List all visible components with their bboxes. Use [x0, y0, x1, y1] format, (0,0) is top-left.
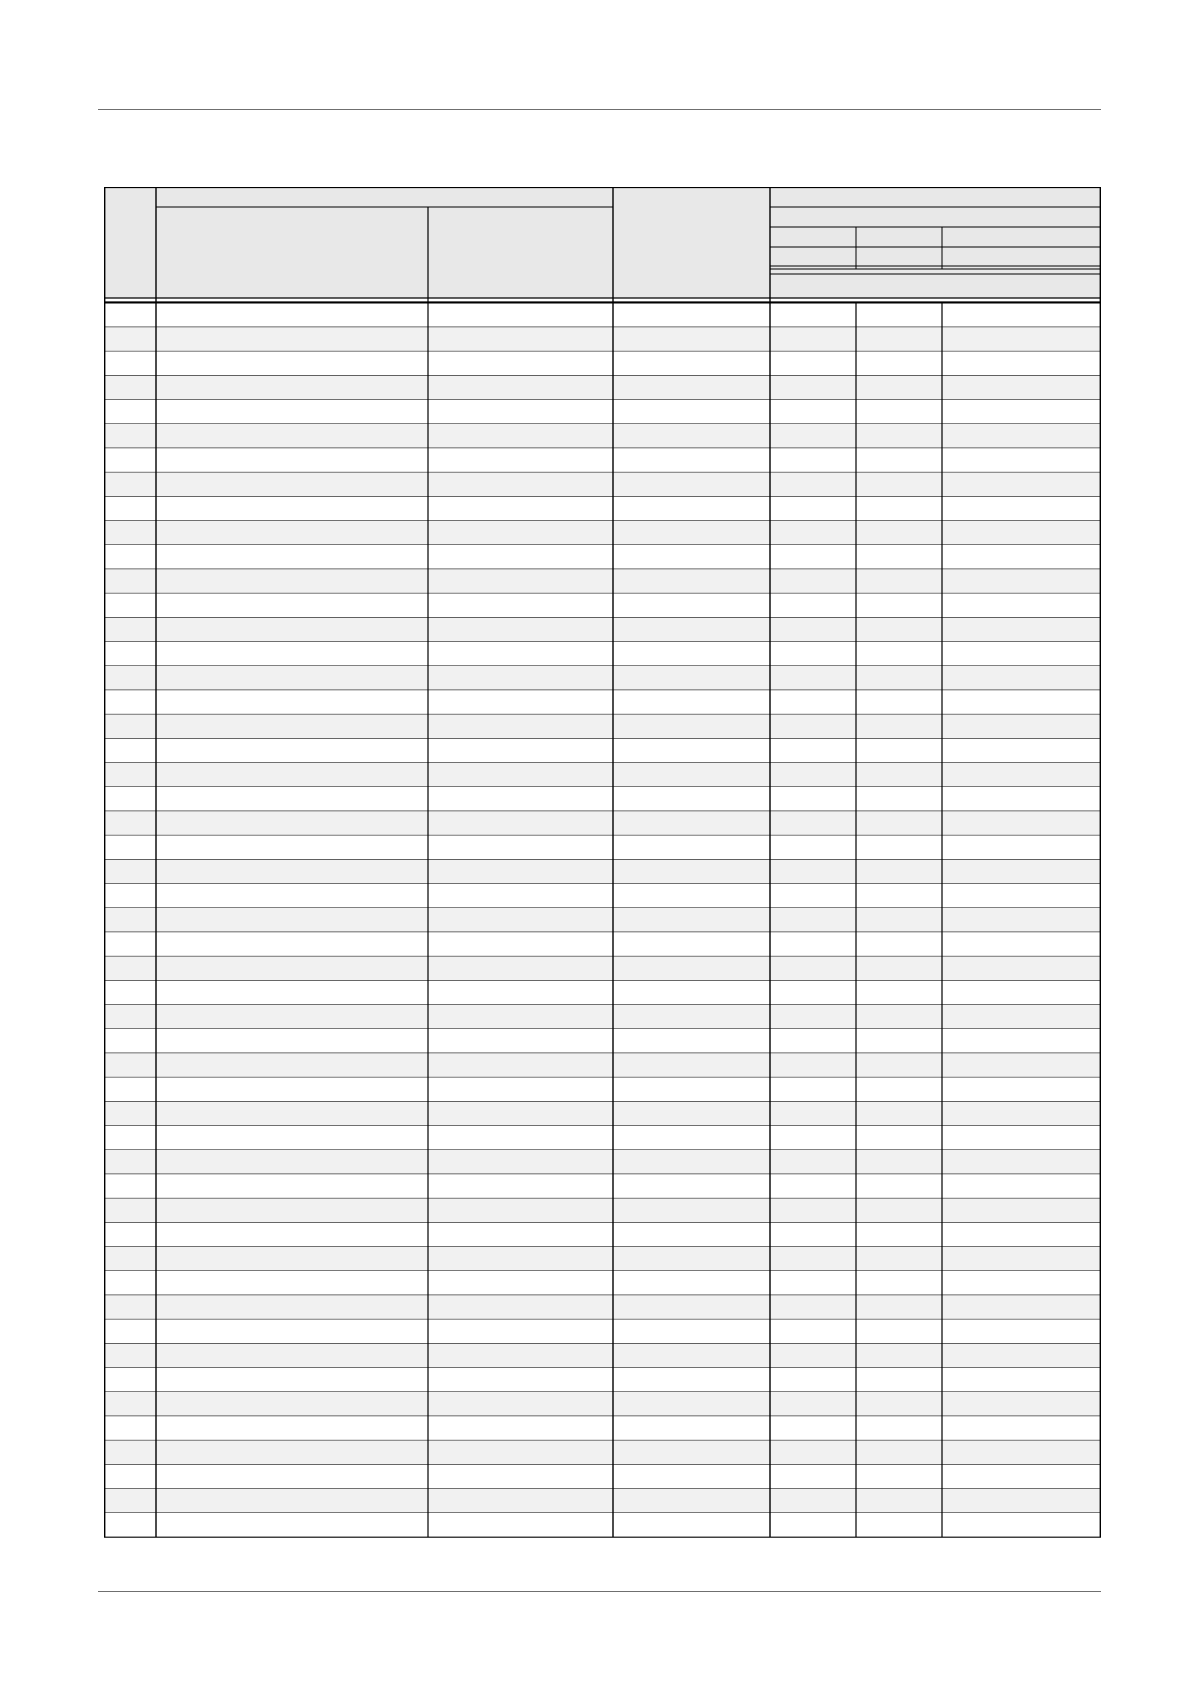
- table-row: [104, 1271, 1101, 1295]
- table-row: [104, 1005, 1101, 1029]
- table-row: [104, 1247, 1101, 1271]
- table-row: [104, 908, 1101, 932]
- table-row: [104, 1053, 1101, 1077]
- table-row: [104, 1223, 1101, 1247]
- table-row: [104, 884, 1101, 908]
- table-row: [104, 472, 1101, 496]
- table-row: [104, 739, 1101, 763]
- table-row: [104, 1198, 1101, 1222]
- table-row: [104, 1440, 1101, 1464]
- table-row: [104, 811, 1101, 835]
- table-row: [104, 763, 1101, 787]
- table-row: [104, 1465, 1101, 1489]
- header-cell-no: [104, 187, 156, 298]
- table-header: [104, 187, 1101, 302]
- table-row: [104, 1174, 1101, 1198]
- table-row: [104, 1029, 1101, 1053]
- footer-rule: [98, 1591, 1101, 1592]
- table-row: [104, 690, 1101, 714]
- ledger-grid: [104, 187, 1101, 1544]
- table-row: [104, 642, 1101, 666]
- table-row: [104, 376, 1101, 400]
- table-row: [104, 1126, 1101, 1150]
- table-row: [104, 593, 1101, 617]
- table-row: [104, 956, 1101, 980]
- table-row: [104, 860, 1101, 884]
- table-row: [104, 1295, 1101, 1319]
- table-row: [104, 351, 1101, 375]
- table-row: [104, 1077, 1101, 1101]
- table-row: [104, 1102, 1101, 1126]
- table-row: [104, 1392, 1101, 1416]
- table-row: [104, 1416, 1101, 1440]
- table-row: [104, 666, 1101, 690]
- table-row: [104, 521, 1101, 545]
- table-row: [104, 1368, 1101, 1392]
- table-row: [104, 1489, 1101, 1513]
- table-row: [104, 424, 1101, 448]
- table-row: [104, 569, 1101, 593]
- table-row: [104, 714, 1101, 738]
- header-rule: [98, 109, 1101, 110]
- table-row: [104, 981, 1101, 1005]
- table-row: [104, 497, 1101, 521]
- table-body: [104, 303, 1101, 1537]
- table-row: [104, 448, 1101, 472]
- table-row: [104, 545, 1101, 569]
- table-row: [104, 1150, 1101, 1174]
- table-row: [104, 1319, 1101, 1343]
- table-row: [104, 787, 1101, 811]
- table-row: [104, 1513, 1101, 1537]
- table-row: [104, 932, 1101, 956]
- table-row: [104, 400, 1101, 424]
- table-row: [104, 327, 1101, 351]
- table-row: [104, 303, 1101, 327]
- table-row: [104, 1344, 1101, 1368]
- table-row: [104, 835, 1101, 859]
- blank-ledger-form: [104, 187, 1101, 1544]
- table-row: [104, 618, 1101, 642]
- header-background: [104, 187, 1101, 298]
